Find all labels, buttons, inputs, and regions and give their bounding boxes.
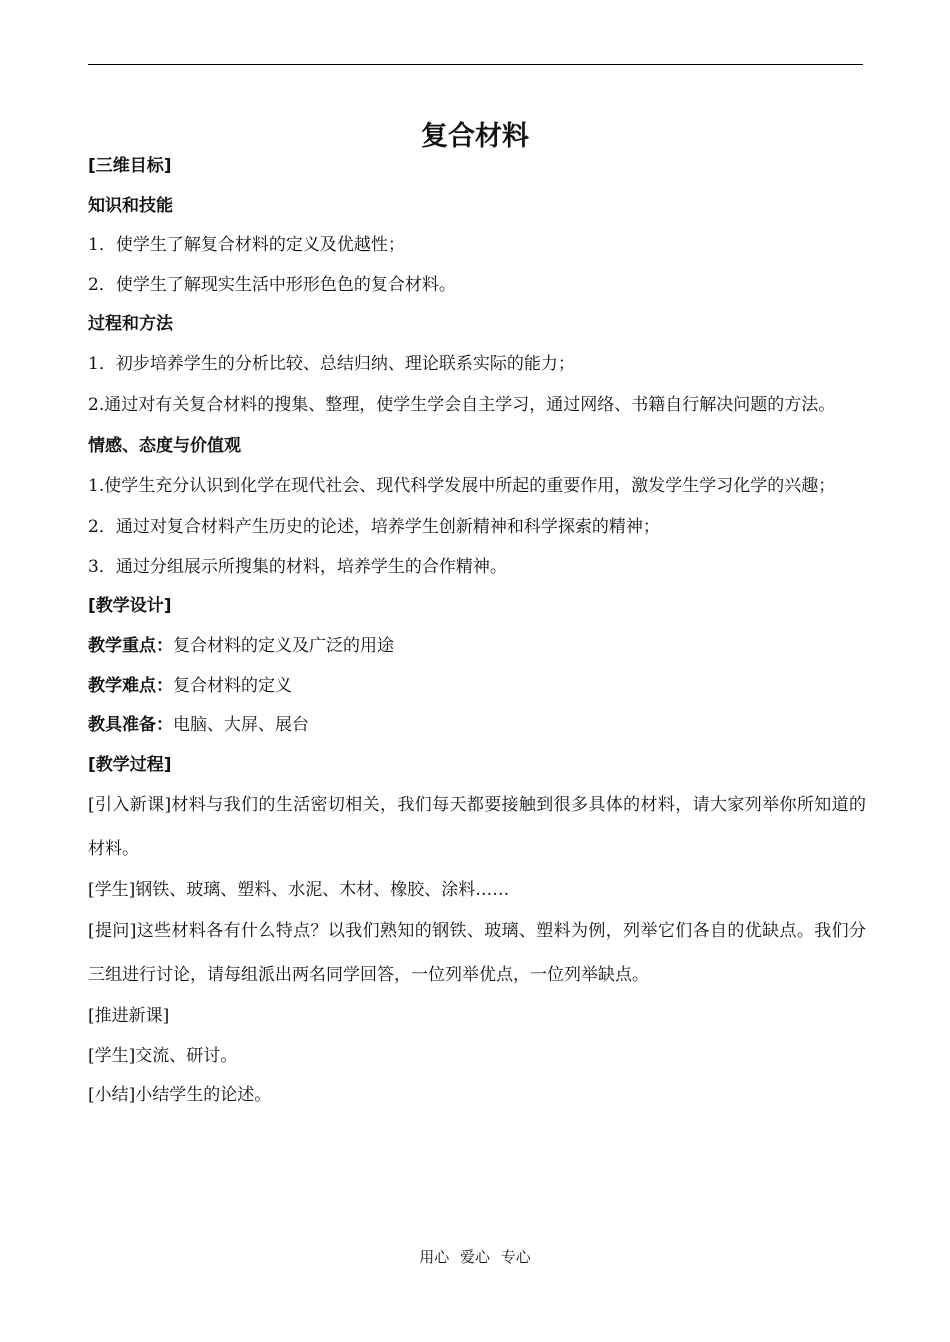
document-title: 复合材料 <box>421 121 529 152</box>
procedure-header: [教学过程] <box>88 754 172 775</box>
teaching-difficulty-value: 复合材料的定义 <box>173 675 292 696</box>
process-item-1: 1．初步培养学生的分析比较、总结归纳、理论联系实际的能力； <box>88 353 575 374</box>
procedure-student-1: [学生]钢铁、玻璃、塑料、水泥、木材、橡胶、涂料…… <box>88 880 510 901</box>
emotion-item-3: 3．通过分组展示所搜集的材料，培养学生的合作精神。 <box>88 556 507 577</box>
emotion-header: 情感、态度与价值观 <box>88 435 241 456</box>
teaching-difficulty-label: 教学难点： <box>88 675 173 696</box>
teaching-tools-value: 电脑、大屏、展台 <box>173 715 309 736</box>
procedure-advance: [推进新课] <box>88 1005 170 1026</box>
teaching-difficulty <box>88 667 866 707</box>
procedure-intro: [引入新课]材料与我们的生活密切相关，我们每天都要接触到很多具体的材料，请大家列举你所知道的材料。 <box>88 795 866 860</box>
process-header: 过程和方法 <box>88 314 173 335</box>
emotion-item-2: 2．通过对复合材料产生历史的论述，培养学生创新精神和科学探索的精神； <box>88 517 660 538</box>
procedure-question: [提问]这些材料各有什么特点？以我们熟知的钢铁、玻璃、塑料为例，列举它们各自的优缺点。我们分三组进行讨论，请每组派出两名同学回答，一位列举优点，一位列举缺点。 <box>88 920 866 985</box>
procedure-summary: [小结]小结学生的论述。 <box>88 1085 272 1106</box>
procedure-student-2: [学生]交流、研讨。 <box>88 1045 238 1066</box>
teaching-tools <box>88 706 866 746</box>
page-footer: 用心 爱心 专心 <box>419 1248 531 1266</box>
knowledge-header: 知识和技能 <box>88 195 173 216</box>
knowledge-item-1: 1．使学生了解复合材料的定义及优越性； <box>88 235 405 256</box>
teaching-tools-label: 教具准备： <box>88 715 173 736</box>
teaching-focus-label: 教学重点： <box>88 635 173 656</box>
design-header: [教学设计] <box>88 596 172 617</box>
teaching-focus <box>88 627 866 667</box>
process-item-2: 2.通过对有关复合材料的搜集、整理，使学生学会自主学习，通过网络、书籍自行解决问题的方法。 <box>88 394 836 415</box>
emotion-item-1: 1.使学生充分认识到化学在现代社会、现代科学发展中所起的重要作用，激发学生学习化学的兴趣； <box>88 476 836 497</box>
document-body <box>88 147 866 1116</box>
teaching-focus-value: 复合材料的定义及广泛的用途 <box>173 635 394 656</box>
knowledge-item-2: 2．使学生了解现实生活中形形色色的复合材料。 <box>88 274 456 295</box>
goals-header: [三维目标] <box>88 156 172 176</box>
header-rule <box>88 64 863 65</box>
